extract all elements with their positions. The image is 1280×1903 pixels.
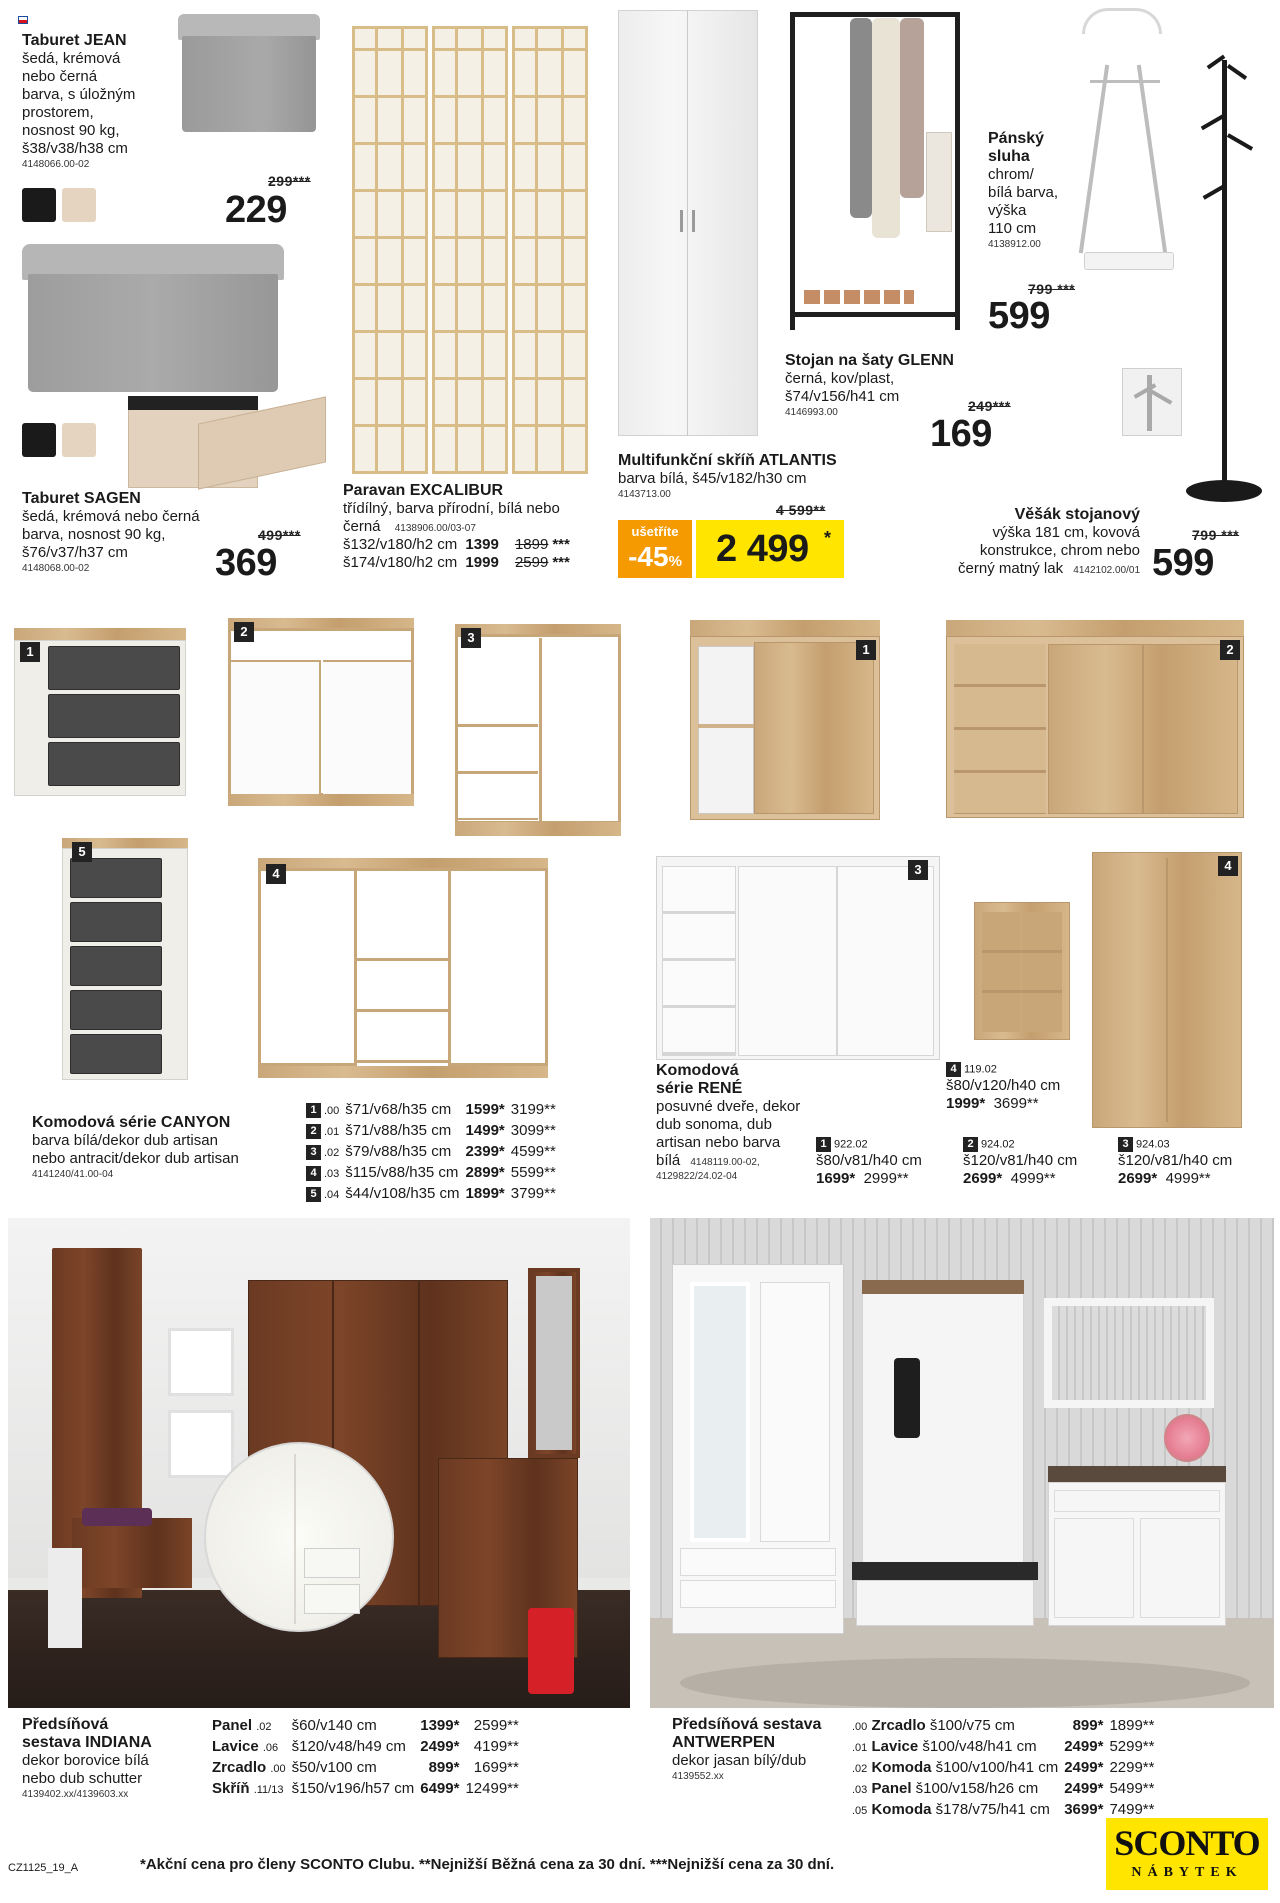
- product-vesak: [900, 506, 1140, 578]
- product-desc-line: konstrukce, chrom nebo: [979, 542, 1140, 559]
- price-row: [852, 1737, 1160, 1758]
- rene-item-1: [816, 1137, 956, 1188]
- item-number: 4: [306, 1166, 321, 1181]
- product-indiana: [22, 1716, 202, 1801]
- coat-stand-detail-image: [1122, 368, 1182, 436]
- product-desc-line: výška 181 cm, kovová: [992, 524, 1140, 541]
- item-badge: 5: [72, 842, 92, 862]
- product-name: Předsíňová sestava: [672, 1716, 822, 1733]
- item-number: 3: [306, 1145, 321, 1160]
- dims: š115/v88/h35 cm: [345, 1164, 459, 1181]
- product-desc-line: chrom/: [988, 166, 1034, 183]
- price-box-yellow: [696, 520, 844, 578]
- product-desc-line: bílá barva,: [988, 184, 1059, 201]
- product-desc-line: dekor jasan bílý/dub: [672, 1752, 807, 1769]
- dims: š100/v48/h41 cm: [922, 1738, 1037, 1755]
- folding-screen-image: [352, 26, 588, 474]
- price-row: [306, 1184, 562, 1205]
- old-price: 5499**: [1109, 1780, 1155, 1797]
- canyon-price-table: [306, 1100, 562, 1205]
- code-suffix: .01: [852, 1742, 868, 1754]
- ottoman-cube-image: [178, 14, 320, 132]
- price: 599: [1152, 542, 1214, 584]
- product-desc-line: prostorem,: [22, 104, 94, 121]
- product-glenn: [785, 352, 985, 419]
- flag-mark: [18, 16, 28, 24]
- price-line: [963, 1170, 1113, 1188]
- page-code: CZ1125_19_A: [8, 1862, 79, 1874]
- price: 369: [215, 542, 277, 584]
- product-jean: [22, 32, 192, 171]
- product-code: 4143713.00: [618, 489, 671, 500]
- item-name: Lavice: [212, 1738, 259, 1755]
- old-price: 2599: [514, 554, 549, 571]
- canyon-chest-5-image: [62, 838, 188, 1088]
- item-number: 3: [1118, 1137, 1133, 1152]
- product-code: 4138906.00/03-07: [394, 523, 476, 534]
- product-desc-line: š74/v156/h41 cm: [785, 388, 900, 405]
- indiana-price-table: [212, 1716, 525, 1800]
- dims: š50/v100 cm: [291, 1759, 377, 1776]
- dims: š150/v196/h57 cm: [291, 1780, 415, 1797]
- product-name: Komodová série CANYON: [32, 1114, 231, 1131]
- old-price: 799 ***: [1192, 527, 1240, 543]
- price-row: [343, 536, 613, 554]
- product-desc-line: nebo dub schutter: [22, 1770, 143, 1787]
- dims: š120/v48/h49 cm: [291, 1738, 406, 1755]
- price: 2499*: [420, 1738, 460, 1755]
- item-number: 1: [306, 1103, 321, 1118]
- product-desc-line: třídílný, barva přírodní, bílá nebo: [343, 500, 560, 517]
- code-suffix: .01: [324, 1126, 340, 1138]
- coat-stand-image: [1180, 40, 1270, 510]
- dims: š71/v88/h35 cm: [345, 1122, 452, 1139]
- product-name: sluha: [988, 148, 1030, 165]
- indiana-room-photo: [8, 1218, 630, 1708]
- code-suffix: .03: [852, 1784, 868, 1796]
- price: 1499*: [465, 1122, 505, 1139]
- product-name: ANTWERPEN: [672, 1734, 776, 1751]
- rene-item-3: [1118, 1137, 1268, 1188]
- price: 229: [225, 189, 287, 231]
- price-row: [852, 1779, 1160, 1800]
- old-price: 5599**: [510, 1164, 556, 1181]
- code-suffix: .02: [852, 1763, 868, 1775]
- save-percent-value: -45: [628, 541, 669, 572]
- item-code: 924.02: [981, 1138, 1015, 1151]
- item-name: Komoda: [871, 1759, 932, 1776]
- color-swatch-cream: [62, 423, 96, 457]
- dims: š120/v81/h40 cm: [1118, 1152, 1233, 1170]
- old-price: 299***: [268, 173, 311, 189]
- dims: š100/v75 cm: [929, 1717, 1015, 1734]
- product-desc-line: [900, 560, 1140, 578]
- product-code: 4129822/24.02-04: [656, 1171, 738, 1182]
- price-row: [852, 1716, 1160, 1737]
- product-code: 4148066.00-02: [22, 159, 90, 170]
- price-line: [946, 1095, 1126, 1113]
- item-badge: 3: [461, 628, 481, 648]
- price: 1899*: [465, 1185, 505, 1202]
- old-price: 3799**: [510, 1185, 556, 1202]
- code-suffix: .05: [852, 1805, 868, 1817]
- old-price: 12499**: [465, 1780, 519, 1797]
- product-desc-line: dekor borovice bílá: [22, 1752, 149, 1769]
- code-suffix: .00: [270, 1763, 286, 1775]
- clothes-rack-image: [790, 12, 960, 332]
- item-badge: 1: [20, 642, 40, 662]
- price: 2399*: [465, 1143, 505, 1160]
- old-price: 1899**: [1109, 1717, 1155, 1734]
- price-row: [343, 554, 613, 572]
- product-desc-line: barva bílá, š45/v182/h30 cm: [618, 470, 807, 487]
- product-code: 4146993.00: [785, 407, 838, 418]
- price: 6499*: [420, 1780, 460, 1797]
- old-price: 3099**: [510, 1122, 556, 1139]
- product-name: Komodová: [656, 1062, 739, 1079]
- canyon-chest-2-image: [228, 618, 414, 806]
- product-desc-line: nebo antracit/dekor dub artisan: [32, 1150, 239, 1167]
- product-excalibur: [343, 482, 613, 572]
- rene-sideboard-2-image: [946, 620, 1244, 826]
- product-desc-line: barva, s úložným: [22, 86, 136, 103]
- wardrobe-white-image: [618, 10, 758, 440]
- price: 1699*: [816, 1170, 856, 1188]
- old-price: 249***: [968, 398, 1011, 414]
- product-desc-line: š38/v38/h38 cm: [22, 140, 128, 157]
- old-price-stars: ***: [552, 536, 570, 553]
- product-desc-line: šedá, krémová nebo černá: [22, 508, 200, 525]
- ottoman-bench-cream-image: [128, 396, 328, 490]
- code-suffix: .00: [324, 1105, 340, 1117]
- item-name: Zrcadlo: [212, 1759, 267, 1776]
- product-canyon: [32, 1114, 302, 1181]
- price-row: [212, 1716, 525, 1737]
- item-number: 2: [306, 1124, 321, 1139]
- product-desc-last: černá: [343, 518, 381, 535]
- color-swatch-black: [22, 188, 56, 222]
- item-badge: 1: [856, 640, 876, 660]
- item-number: 4: [946, 1062, 961, 1077]
- dims: š44/v108/h35 cm: [345, 1185, 460, 1202]
- save-percent: [618, 541, 692, 578]
- item-name: Panel: [212, 1717, 253, 1734]
- price: 2899*: [465, 1164, 505, 1181]
- color-swatch-cream: [62, 188, 96, 222]
- old-price: 7499**: [1109, 1801, 1155, 1818]
- product-desc-line: posuvné dveře, dekor: [656, 1098, 801, 1115]
- old-price: 499***: [258, 527, 301, 543]
- dims: š120/v81/h40 cm: [963, 1152, 1078, 1170]
- product-code: 4138912.00: [988, 239, 1041, 250]
- price: 1999*: [946, 1095, 986, 1113]
- rene-shelf-image: [974, 902, 1070, 1040]
- item-code: 924.03: [1136, 1138, 1170, 1151]
- price: 2499*: [1064, 1738, 1104, 1755]
- price: 599: [988, 295, 1050, 337]
- save-badge: [618, 520, 692, 578]
- price: 899*: [1072, 1717, 1104, 1734]
- item-badge: 4: [266, 864, 286, 884]
- product-name: série RENÉ: [656, 1080, 743, 1097]
- canyon-chest-1-image: [14, 628, 186, 808]
- canyon-chest-4-image: [258, 858, 548, 1078]
- price-row: [306, 1142, 562, 1163]
- product-desc-line: barva, nosnost 90 kg,: [22, 526, 166, 543]
- ottoman-bench-grey-image: [22, 244, 284, 394]
- price: 2699*: [1118, 1170, 1158, 1188]
- product-code: 4139552.xx: [672, 1771, 724, 1782]
- product-desc-line: nosnost 90 kg,: [22, 122, 120, 139]
- product-desc-line: artisan nebo barva: [656, 1134, 781, 1151]
- item-badge: 2: [1220, 640, 1240, 660]
- price-row: [306, 1100, 562, 1121]
- code-suffix: .04: [324, 1189, 340, 1201]
- price-row: [306, 1163, 562, 1184]
- dims: š60/v140 cm: [291, 1717, 377, 1734]
- price: 169: [930, 413, 992, 455]
- product-code: 4148068.00-02: [22, 563, 90, 574]
- code-suffix: .00: [852, 1721, 868, 1733]
- item-badge: 4: [1218, 856, 1238, 876]
- price: 2499*: [1064, 1780, 1104, 1797]
- code-suffix: .11/13: [253, 1784, 284, 1796]
- product-desc-line: [343, 518, 613, 536]
- price-line: [1118, 1170, 1268, 1188]
- dims: š80/v81/h40 cm: [816, 1152, 922, 1170]
- product-desc-line: 110 cm: [988, 220, 1037, 237]
- product-code: 4141240/41.00-04: [32, 1169, 114, 1180]
- product-desc-line: šedá, krémová: [22, 50, 121, 67]
- item-name: Lavice: [871, 1738, 919, 1755]
- sconto-logo: [1106, 1818, 1268, 1890]
- color-swatch-black: [22, 423, 56, 457]
- code-suffix: .02: [324, 1147, 340, 1159]
- price-row: [212, 1779, 525, 1800]
- rene-item-4: [946, 1062, 1126, 1113]
- old-price: 1699**: [473, 1759, 519, 1776]
- old-price: 4199**: [473, 1738, 519, 1755]
- old-price: 4999**: [1010, 1170, 1056, 1188]
- old-price: 4599**: [510, 1143, 556, 1160]
- logo-top-text: SCONTO: [1114, 1823, 1260, 1863]
- product-atlantis: [618, 452, 878, 501]
- item-code: 922.02: [834, 1138, 868, 1151]
- old-price: 5299**: [1109, 1738, 1155, 1755]
- code-suffix: .03: [324, 1168, 340, 1180]
- price-row: [306, 1121, 562, 1142]
- price: 2499*: [1064, 1759, 1104, 1776]
- price-row: [212, 1758, 525, 1779]
- item-badge: 3: [908, 860, 928, 880]
- product-name: Stojan na šaty GLENN: [785, 352, 954, 369]
- price: 899*: [428, 1759, 460, 1776]
- dims: š132/v180/h2 cm: [343, 536, 458, 553]
- item-name: Panel: [871, 1780, 912, 1797]
- valet-stand-image: [1070, 4, 1180, 274]
- item-name: Zrcadlo: [871, 1717, 926, 1734]
- product-name: Taburet SAGEN: [22, 490, 141, 507]
- save-label: ušetříte: [631, 524, 679, 539]
- item-number: 5: [306, 1187, 321, 1202]
- product-desc-line: barva bílá/dekor dub artisan: [32, 1132, 218, 1149]
- product-code: 4148119.00-02,: [690, 1157, 760, 1168]
- canyon-chest-3-image: [455, 624, 621, 836]
- price: 3699*: [1064, 1801, 1104, 1818]
- item-name: Komoda: [871, 1801, 932, 1818]
- old-price: 3199**: [510, 1101, 556, 1118]
- price: 1599*: [465, 1101, 505, 1118]
- product-desc-last: bílá: [656, 1152, 681, 1169]
- logo-bottom-text: NÁBYTEK: [1131, 1865, 1243, 1880]
- dims: š100/v100/h41 cm: [935, 1759, 1059, 1776]
- code-suffix: .02: [256, 1721, 272, 1733]
- rene-sideboard-3-image: [656, 856, 940, 1070]
- rene-item-2: [963, 1137, 1113, 1188]
- price-star: *: [824, 528, 832, 548]
- dims: š80/v120/h40 cm: [946, 1077, 1061, 1095]
- price: 2699*: [963, 1170, 1003, 1188]
- item-code: 119.02: [964, 1063, 997, 1076]
- item-name: Skříň: [212, 1780, 250, 1797]
- old-price: 2599**: [473, 1717, 519, 1734]
- price-row: [212, 1737, 525, 1758]
- product-code: 4142102.00/01: [1073, 565, 1140, 576]
- product-name: Taburet JEAN: [22, 32, 127, 49]
- old-price: 799 ***: [1028, 281, 1076, 297]
- price: 1999: [465, 554, 499, 571]
- rene-sideboard-1-image: [690, 620, 880, 828]
- price-line: [816, 1170, 956, 1188]
- product-code: 4139402.xx/4139603.xx: [22, 1789, 129, 1800]
- product-desc-line: dub sonoma, dub: [656, 1116, 772, 1133]
- item-number: 2: [963, 1137, 978, 1152]
- old-price: 2999**: [863, 1170, 909, 1188]
- item-number: 1: [816, 1137, 831, 1152]
- old-price: 4999**: [1165, 1170, 1211, 1188]
- product-name: sestava INDIANA: [22, 1734, 152, 1751]
- product-desc-line: š76/v37/h37 cm: [22, 544, 128, 561]
- product-name: Multifunkční skříň ATLANTIS: [618, 452, 837, 469]
- product-name: Předsíňová: [22, 1716, 109, 1733]
- footer-note: *Akční cena pro členy SCONTO Clubu. **Nejnižší Běžná cena za 30 dní. ***Nejnižší cena za 30 dní.: [140, 1856, 835, 1873]
- dims: š178/v75/h41 cm: [935, 1801, 1050, 1818]
- antwerpen-room-photo: [650, 1218, 1274, 1708]
- old-price-stars: ***: [552, 554, 570, 571]
- dims: š174/v180/h2 cm: [343, 554, 458, 571]
- dims: š100/v158/h26 cm: [915, 1780, 1039, 1797]
- old-price: 3699**: [993, 1095, 1039, 1113]
- price: 2 499: [716, 528, 809, 570]
- dims: š79/v88/h35 cm: [345, 1143, 452, 1160]
- product-desc-line: nebo černá: [22, 68, 98, 85]
- product-antwerpen: [672, 1716, 852, 1783]
- old-price: 4 599**: [776, 502, 826, 518]
- product-desc-line: výška: [988, 202, 1027, 219]
- code-suffix: .06: [262, 1742, 279, 1754]
- antwerpen-price-table: [852, 1716, 1160, 1821]
- product-name: Věšák stojanový: [1014, 506, 1140, 523]
- product-name: Paravan EXCALIBUR: [343, 482, 504, 499]
- price: 1399*: [420, 1717, 460, 1734]
- product-desc-last: černý matný lak: [958, 560, 1064, 577]
- item-badge: 2: [234, 622, 254, 642]
- save-percent-sign: %: [668, 553, 682, 570]
- price: 1399: [465, 536, 499, 553]
- old-price: 1899: [514, 536, 549, 553]
- product-desc-line: černá, kov/plast,: [785, 370, 895, 387]
- dims: š71/v68/h35 cm: [345, 1101, 452, 1118]
- product-name: Pánský: [988, 130, 1045, 147]
- price-row: [852, 1758, 1160, 1779]
- old-price: 2299**: [1109, 1759, 1155, 1776]
